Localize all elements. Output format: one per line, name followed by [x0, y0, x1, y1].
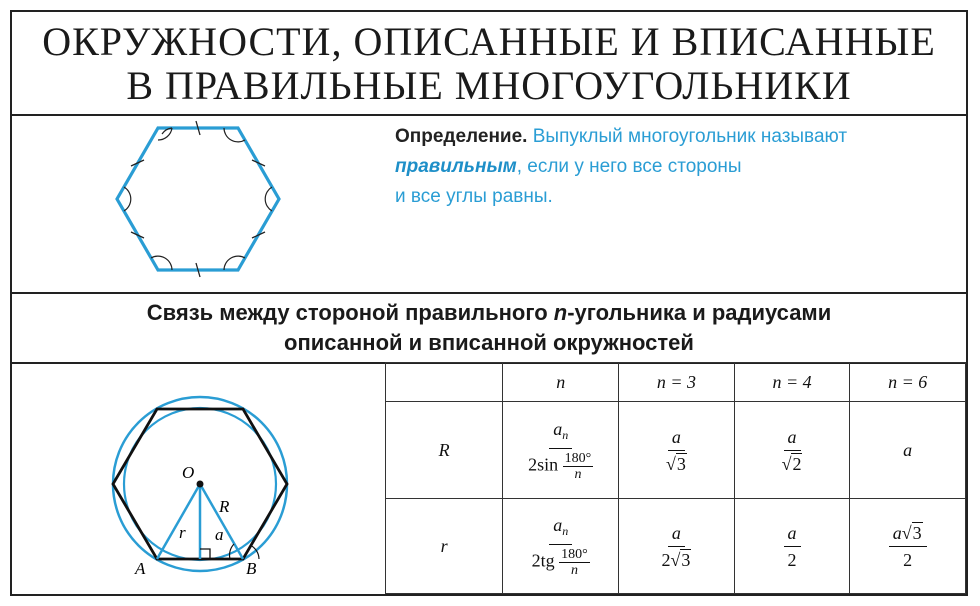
formula-sub: n	[562, 524, 569, 538]
formula-func: 2sin	[528, 454, 559, 475]
formula-den: 2	[903, 549, 913, 570]
subtitle-part-2: -угольника и радиусами	[567, 300, 832, 325]
formula-angle: 180°	[564, 451, 592, 466]
label-r: r	[179, 523, 186, 542]
row-label-R: R	[386, 402, 503, 499]
center-point	[197, 481, 204, 488]
formula-num: a	[784, 426, 801, 451]
formula-r-n6: a √ 3 2	[850, 499, 966, 594]
formula-R-n6: a	[850, 402, 966, 499]
formula-r-n4	[734, 499, 850, 594]
definition-emphasis: правильным	[395, 156, 517, 177]
formula-func: 2tg	[531, 550, 555, 571]
formula-angle-den: n	[570, 563, 578, 578]
angle-arc	[265, 187, 272, 211]
definition-section	[12, 114, 966, 294]
header-n6: n = 6	[850, 363, 966, 402]
formula-root: 3	[681, 549, 691, 570]
definition-text-2: , если у него все стороны	[516, 156, 742, 177]
regular-hexagon-figure	[12, 114, 392, 290]
table-row-R	[386, 402, 966, 499]
formula-r-general	[503, 499, 619, 594]
formula-num: a	[784, 522, 801, 547]
formula-r-n3: a 2 √ 3	[619, 499, 735, 594]
header-n: n	[503, 363, 619, 402]
reference-sheet	[10, 10, 968, 596]
subtitle-line-2: описанной и вписанной окружностей	[284, 330, 694, 355]
formula-R-n3: a √ 3	[619, 402, 735, 499]
definition-text	[395, 122, 965, 212]
formula-root: 2	[792, 453, 802, 474]
label-O: O	[182, 463, 195, 482]
right-angle-mark	[200, 549, 210, 559]
subtitle-line-1	[12, 292, 966, 328]
formula-num: a	[553, 419, 563, 439]
subtitle-part-1: Связь между стороной правильного	[146, 300, 554, 325]
formula-angle: 180°	[561, 547, 588, 562]
formula-sub: n	[562, 428, 569, 442]
subtitle-n: n	[553, 300, 568, 325]
formula-R-n4: a √ 2	[734, 402, 850, 499]
formula-angle-den: n	[574, 467, 582, 482]
title-line-2: В ПРАВИЛЬНЫЕ МНОГОУГОЛЬНИКИ	[126, 63, 852, 108]
hexagon-shape	[117, 128, 279, 270]
angle-arc	[158, 128, 172, 140]
radius-OB	[200, 484, 243, 559]
definition-text-3: и все углы равны.	[395, 186, 553, 207]
label-A: A	[135, 559, 146, 578]
label-B: B	[246, 559, 257, 578]
formula-root: 3	[676, 453, 686, 474]
circle-figure-cell	[12, 362, 384, 594]
angle-arc	[124, 187, 131, 211]
formula-num: a	[668, 522, 685, 547]
table-row-r	[386, 499, 966, 594]
radius-relation-table	[385, 362, 966, 594]
formula-num: a	[892, 522, 902, 543]
title-block	[12, 12, 966, 116]
header-n3: n = 3	[619, 363, 735, 402]
inscribed-circumscribed-figure	[12, 362, 384, 594]
formula-coef: 2	[661, 549, 671, 570]
definition-text-1: Выпуклый многоугольник называют	[532, 126, 848, 147]
table-header-row	[386, 363, 966, 402]
definition-label: Определение.	[395, 126, 528, 147]
formula-num: a	[668, 426, 685, 451]
radius-OA	[157, 484, 200, 559]
row-label-r: r	[386, 499, 503, 594]
label-a: a	[215, 525, 224, 544]
subtitle-block	[12, 292, 966, 364]
formula-R-general	[503, 402, 619, 499]
header-empty-cell	[386, 363, 503, 402]
title-line-1: ОКРУЖНОСТИ, ОПИСАННЫЕ И ВПИСАННЫЕ	[42, 19, 936, 64]
formula-num: a	[553, 515, 563, 535]
label-R: R	[219, 497, 230, 516]
formula-den: 2	[787, 549, 797, 570]
header-n4: n = 4	[734, 363, 850, 402]
formula-root: 3	[912, 522, 922, 543]
